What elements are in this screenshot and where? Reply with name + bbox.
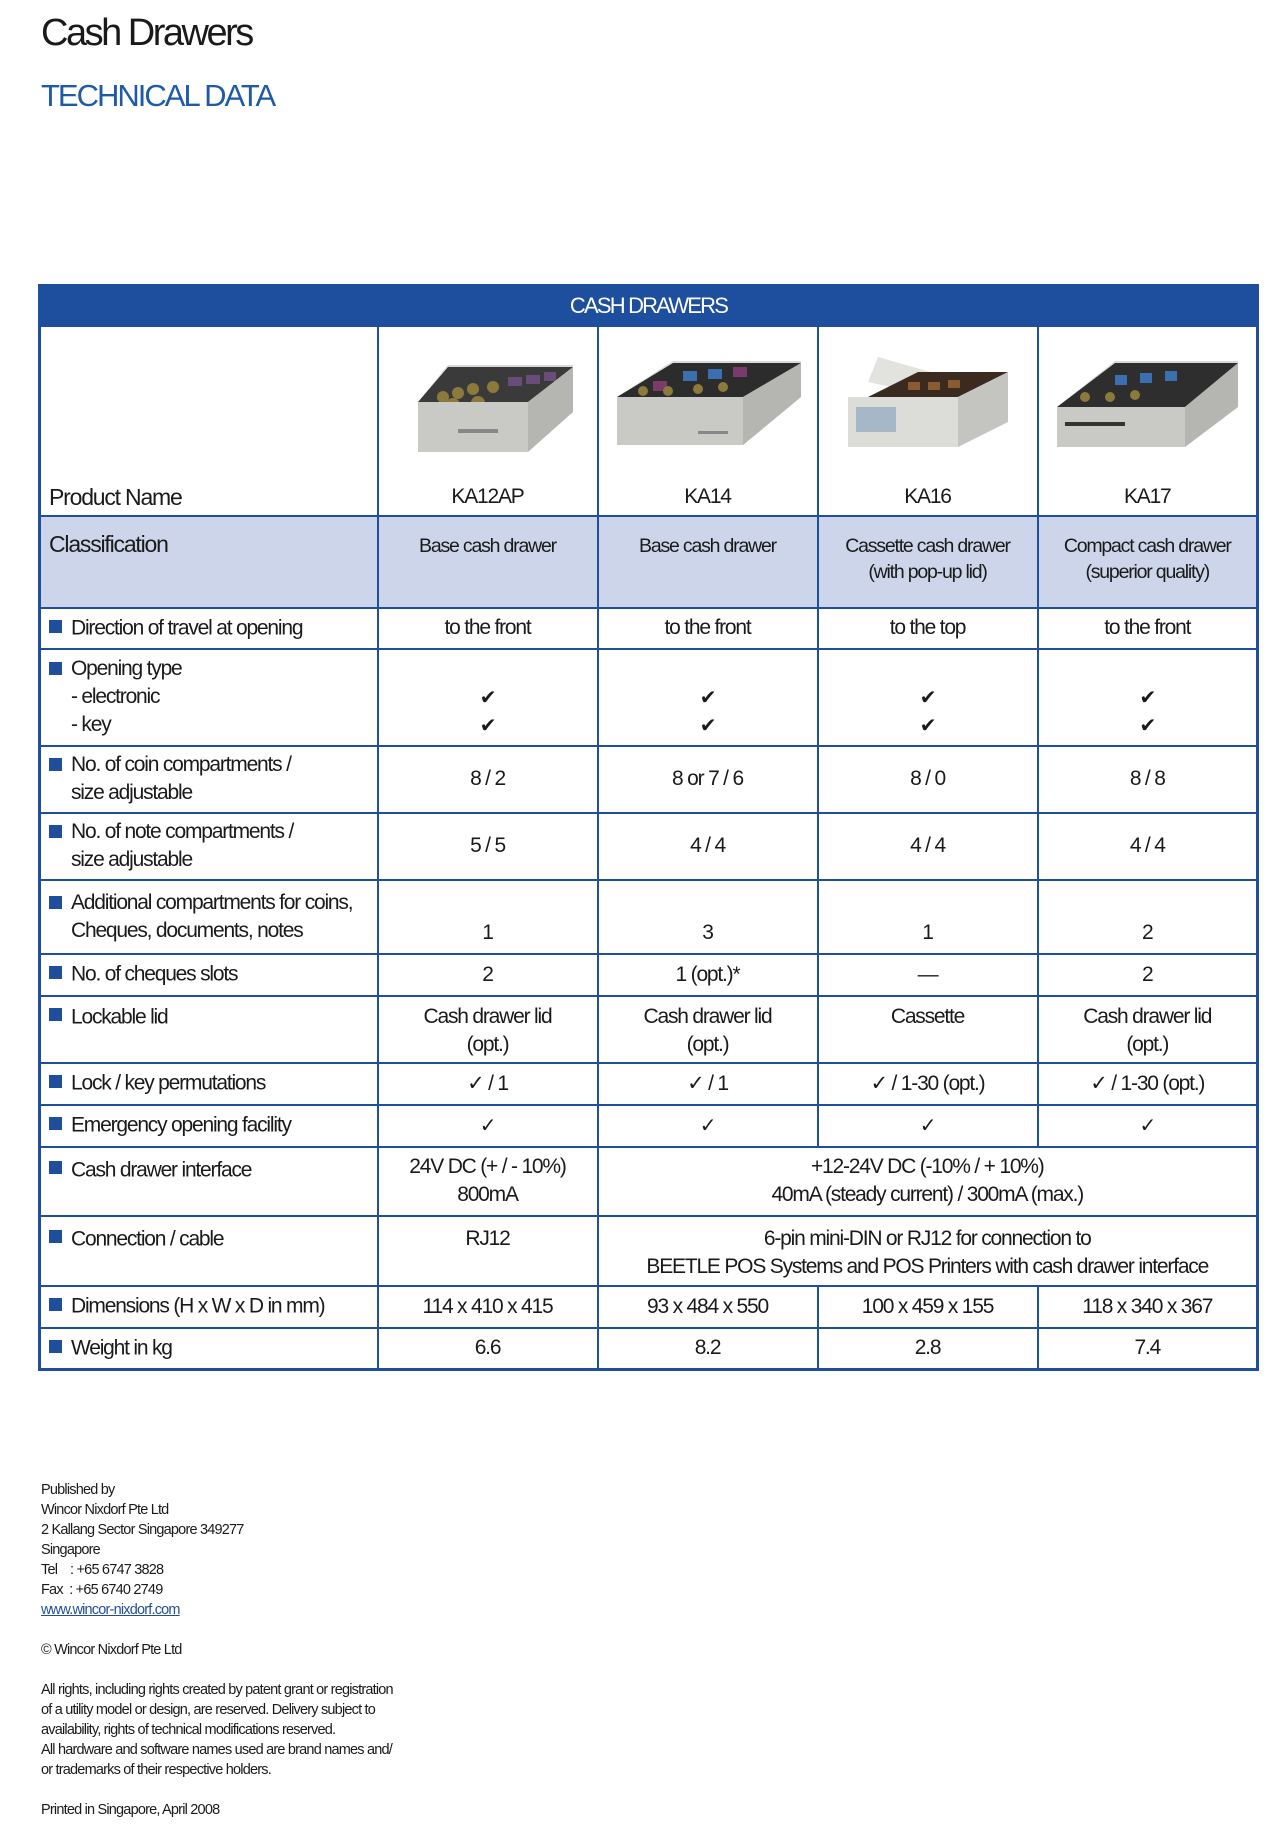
bullet-icon <box>49 1230 62 1243</box>
bullet-icon <box>49 1340 62 1353</box>
check-icon: ✓ <box>699 1113 716 1137</box>
coin-compartments-label: No. of coin compartments / size adjustable <box>40 746 378 813</box>
check-icon: ✔ <box>919 685 936 709</box>
lockable-value: Cash drawer lid (opt.) <box>1038 996 1258 1063</box>
note-value: 4 / 4 <box>1038 813 1258 880</box>
opening-type-label: Opening type - electronic - key <box>40 649 378 746</box>
rights-text: All hardware and software names used are brand names and/ <box>41 1742 392 1758</box>
bullet-icon <box>49 758 62 771</box>
check-icon: ✔ <box>1139 685 1156 709</box>
interface-row <box>40 1147 1258 1216</box>
lockable-lid-row <box>40 996 1258 1063</box>
bullet-icon <box>49 620 62 633</box>
bullet-icon <box>49 1161 62 1174</box>
connection-row <box>40 1216 1258 1286</box>
opening-type-value <box>818 649 1038 746</box>
rights-text: All rights, including rights created by patent grant or registration <box>41 1682 393 1698</box>
dimensions-value: 118 x 340 x 367 <box>1038 1286 1258 1328</box>
classification-label: Classification <box>40 516 378 608</box>
cheques-value: 2 <box>378 954 598 996</box>
bullet-icon <box>49 966 62 979</box>
publisher-footer <box>41 1480 441 1820</box>
permutations-value: ✓ / 1-30 (opt.) <box>1038 1063 1258 1105</box>
classification-value: Compact cash drawer (superior quality) <box>1038 516 1258 608</box>
direction-value: to the top <box>818 608 1038 649</box>
emergency-value <box>1038 1105 1258 1147</box>
classification-value: Base cash drawer <box>378 516 598 608</box>
bullet-icon <box>49 1075 62 1088</box>
cheques-slots-row <box>40 954 1258 996</box>
check-icon: ✓ <box>1139 1113 1156 1137</box>
additional-compartments-row <box>40 880 1258 954</box>
emergency-row <box>40 1105 1258 1147</box>
dimensions-label: Dimensions (H x W x D in mm) <box>40 1286 378 1328</box>
product-name: KA17 <box>1123 484 1171 508</box>
rights-text: or trademarks of their respective holders. <box>41 1762 271 1778</box>
copyright: © Wincor Nixdorf Pte Ltd <box>41 1642 182 1658</box>
telephone: Tel : +65 6747 3828 <box>41 1562 164 1578</box>
additional-value: 1 <box>378 880 598 954</box>
lockable-value: Cash drawer lid (opt.) <box>378 996 598 1063</box>
table-header: CASH DRAWERS <box>40 286 1258 326</box>
permutations-value: ✓ / 1 <box>378 1063 598 1105</box>
check-icon: ✔ <box>699 685 716 709</box>
check-icon: ✓ <box>919 1113 936 1137</box>
printed-info: Printed in Singapore, April 2008 <box>41 1802 220 1818</box>
note-value: 4 / 4 <box>598 813 818 880</box>
direction-value: to the front <box>1038 608 1258 649</box>
product-ka14 <box>598 326 818 516</box>
weight-row <box>40 1328 1258 1370</box>
dimensions-value: 114 x 410 x 415 <box>378 1286 598 1328</box>
dimensions-value: 93 x 484 x 550 <box>598 1286 818 1328</box>
product-name: KA12AP <box>451 484 524 508</box>
connection-value: RJ12 <box>378 1216 598 1286</box>
check-icon: ✔ <box>699 713 716 737</box>
bullet-icon <box>49 1298 62 1311</box>
permutations-label: Lock / key permutations <box>40 1063 378 1105</box>
cash-drawer-image <box>838 352 1018 467</box>
company-name: Wincor Nixdorf Pte Ltd <box>41 1502 169 1518</box>
note-value: 4 / 4 <box>818 813 1038 880</box>
website-link[interactable]: www.wincor-nixdorf.com <box>41 1602 180 1618</box>
fax: Fax : +65 6740 2749 <box>41 1582 163 1598</box>
coin-value: 8 / 0 <box>818 746 1038 813</box>
weight-value: 7.4 <box>1038 1328 1258 1370</box>
check-icon: ✔ <box>919 713 936 737</box>
bullet-icon <box>49 896 62 909</box>
country: Singapore <box>41 1542 100 1558</box>
page-subtitle: TECHNICAL DATA <box>41 78 275 113</box>
lockable-value: Cassette <box>818 996 1038 1063</box>
emergency-value <box>818 1105 1038 1147</box>
emergency-value <box>378 1105 598 1147</box>
note-compartments-row <box>40 813 1258 880</box>
product-name-row <box>40 326 1258 516</box>
interface-value-shared: +12-24V DC (-10% / + 10%) 40mA (steady current) / 300mA (max.) <box>598 1147 1258 1216</box>
check-icon: ✔ <box>479 685 496 709</box>
product-ka17 <box>1038 326 1258 516</box>
connection-label: Connection / cable <box>40 1216 378 1286</box>
additional-value: 2 <box>1038 880 1258 954</box>
classification-value: Cassette cash drawer (with pop-up lid) <box>818 516 1038 608</box>
product-ka12ap <box>378 326 598 516</box>
published-by: Published by <box>41 1482 115 1498</box>
lockable-value: Cash drawer lid (opt.) <box>598 996 818 1063</box>
cash-drawer-image <box>613 357 803 467</box>
connection-value-shared: 6-pin mini-DIN or RJ12 for connection to BEETLE POS Systems and POS Printers with cash drawer interface <box>598 1216 1258 1286</box>
cheques-value: 1 (opt.)* <box>598 954 818 996</box>
weight-value: 6.6 <box>378 1328 598 1370</box>
interface-value: 24V DC (+ / - 10%) 800mA <box>378 1147 598 1216</box>
dimensions-value: 100 x 459 x 155 <box>818 1286 1038 1328</box>
classification-row <box>40 516 1258 608</box>
product-name: KA16 <box>904 484 951 508</box>
cash-drawer-image <box>398 357 578 467</box>
cash-drawer-image <box>1055 357 1240 467</box>
table-header-row <box>40 286 1258 326</box>
dimensions-row <box>40 1286 1258 1328</box>
permutations-row <box>40 1063 1258 1105</box>
coin-value: 8 or 7 / 6 <box>598 746 818 813</box>
lockable-lid-label: Lockable lid <box>40 996 378 1063</box>
direction-label: Direction of travel at opening <box>40 608 378 649</box>
coin-value: 8 / 2 <box>378 746 598 813</box>
permutations-value: ✓ / 1 <box>598 1063 818 1105</box>
additional-value: 1 <box>818 880 1038 954</box>
bullet-icon <box>49 825 62 838</box>
product-name-label: Product Name <box>40 326 378 516</box>
page-title: Cash Drawers <box>41 12 252 54</box>
note-value: 5 / 5 <box>378 813 598 880</box>
opening-type-value <box>598 649 818 746</box>
direction-value: to the front <box>598 608 818 649</box>
rights-text: of a utility model or design, are reserved. Delivery subject to <box>41 1702 376 1718</box>
cheques-slots-label: No. of cheques slots <box>40 954 378 996</box>
coin-compartments-row <box>40 746 1258 813</box>
weight-value: 2.8 <box>818 1328 1038 1370</box>
check-icon: ✓ <box>479 1113 496 1137</box>
product-name: KA14 <box>684 484 731 508</box>
bullet-icon <box>49 662 62 675</box>
weight-value: 8.2 <box>598 1328 818 1370</box>
spec-table <box>38 284 1259 1371</box>
bullet-icon <box>49 1008 62 1021</box>
note-compartments-label: No. of note compartments / size adjustable <box>40 813 378 880</box>
address: 2 Kallang Sector Singapore 349277 <box>41 1522 244 1538</box>
direction-row <box>40 608 1258 649</box>
opening-type-value <box>1038 649 1258 746</box>
direction-value: to the front <box>378 608 598 649</box>
bullet-icon <box>49 1117 62 1130</box>
cheques-value: 2 <box>1038 954 1258 996</box>
emergency-label: Emergency opening facility <box>40 1105 378 1147</box>
opening-type-value <box>378 649 598 746</box>
opening-type-row <box>40 649 1258 746</box>
cheques-value: — <box>818 954 1038 996</box>
coin-value: 8 / 8 <box>1038 746 1258 813</box>
rights-text: availability, rights of technical modifications reserved. <box>41 1722 336 1738</box>
check-icon: ✔ <box>1139 713 1156 737</box>
product-ka16 <box>818 326 1038 516</box>
weight-label: Weight in kg <box>40 1328 378 1370</box>
additional-value: 3 <box>598 880 818 954</box>
emergency-value <box>598 1105 818 1147</box>
additional-compartments-label: Additional compartments for coins, Cheques, documents, notes <box>40 880 378 954</box>
classification-value: Base cash drawer <box>598 516 818 608</box>
permutations-value: ✓ / 1-30 (opt.) <box>818 1063 1038 1105</box>
interface-label: Cash drawer interface <box>40 1147 378 1216</box>
check-icon: ✔ <box>479 713 496 737</box>
